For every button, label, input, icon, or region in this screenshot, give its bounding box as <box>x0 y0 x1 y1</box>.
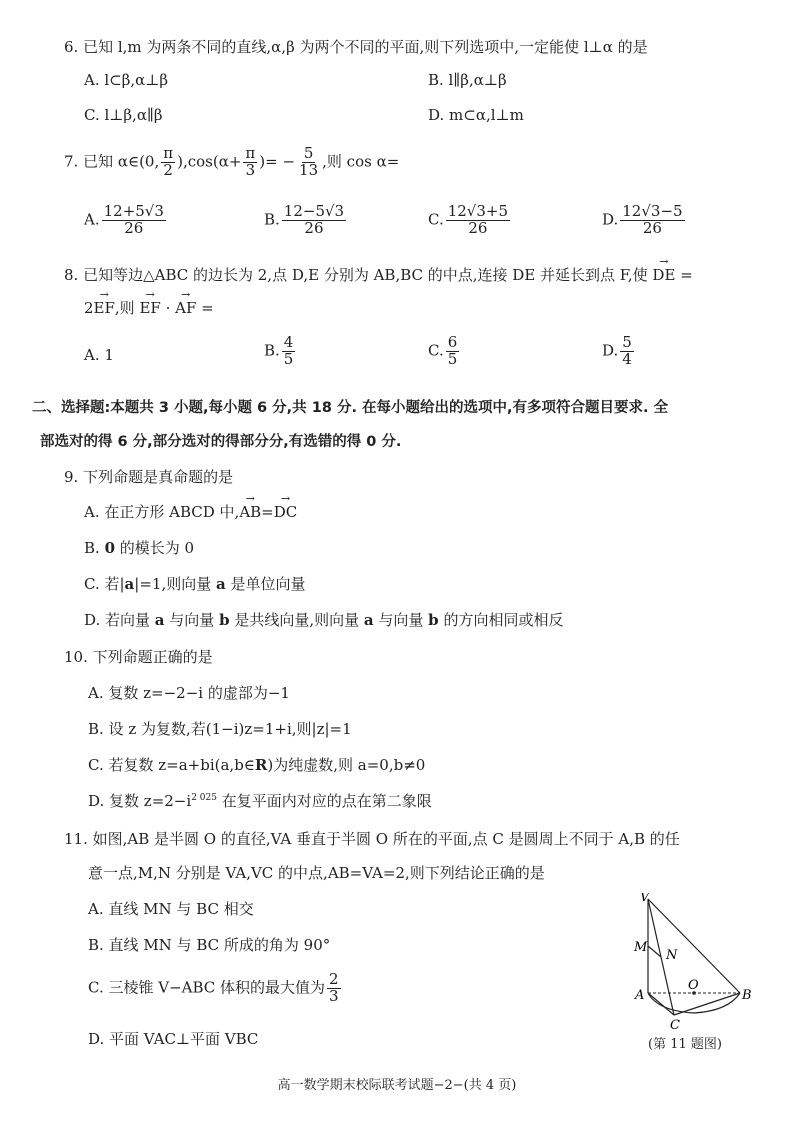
q10-option-d-text: D. 复数 z=2−i <box>88 792 192 810</box>
q10-option-d-text: 在复平面内对应的点在第二象限 <box>216 792 432 810</box>
option-label: D. <box>602 210 619 229</box>
frac-num: π <box>245 144 256 162</box>
q11-option-c <box>88 972 343 1005</box>
q6-option-b: B. l∥β,α⊥β <box>428 71 507 89</box>
q9-stem: 9. 下列命题是真命题的是 <box>64 468 234 486</box>
frac-den: 13 <box>299 160 319 179</box>
q8-option-d-fraction <box>620 335 634 368</box>
frac-den: 3 <box>329 986 339 1005</box>
label-o: O <box>688 978 699 993</box>
q8-option-c-fraction <box>446 335 460 368</box>
q8-stem-part: 8. 已知等边△ABC 的边长为 2,点 D,E 分别为 AB,BC 的中点,连接 DE 并延长到点 F,使 <box>64 266 653 284</box>
q7-option-c <box>428 204 512 237</box>
vector-af: → AF <box>175 299 196 317</box>
q9-option-d-text: 与向量 <box>164 611 220 629</box>
semicircle-arc <box>648 993 740 1013</box>
q7-stem-part: 7. 已知 α∈(0, <box>64 152 160 171</box>
frac-num: 12+5√3 <box>103 202 164 220</box>
q8-stem-part: = <box>675 266 693 284</box>
frac-num: π <box>163 144 174 162</box>
q10-option-a: A. 复数 z=−2−i 的虚部为−1 <box>88 684 290 702</box>
page-footer: 高一数学期末校际联考试题−2−(共 4 页) <box>277 1078 517 1093</box>
q9-option-b-text: B. <box>84 539 105 557</box>
q9-option-c <box>84 573 306 594</box>
q8-stem-line2 <box>84 297 214 318</box>
frac-num: 2 <box>329 970 339 988</box>
q11-stem-line2: 意一点,M,N 分别是 VA,VC 的中点,AB=VA=2,则下列结论正确的是 <box>88 864 545 882</box>
frac-num: 4 <box>283 333 294 351</box>
q10-stem: 10. 下列命题正确的是 <box>64 648 213 666</box>
figure-caption: (第 11 题图) <box>648 1037 722 1052</box>
q10-option-c-text: )为纯虚数,则 a=0,b≠0 <box>267 756 426 774</box>
vector-b: b <box>219 611 230 629</box>
q9-option-c-text: C. 若| <box>84 575 125 593</box>
q9-option-a-text: A. 在正方形 ABCD 中, <box>84 503 240 521</box>
label-b: B <box>742 988 752 1003</box>
q9-option-d-text: 的方向相同或相反 <box>438 611 564 629</box>
q9-option-d-text: D. 若向量 <box>84 611 155 629</box>
q9-option-a <box>84 501 297 522</box>
vector-dc: → DC <box>274 503 298 521</box>
q8-option-b <box>264 335 297 368</box>
q8-stem-line1 <box>64 264 693 285</box>
q7-fraction-pi-3 <box>243 146 257 179</box>
q7-option-b-fraction <box>282 204 346 237</box>
q9-option-b-text: 的模长为 0 <box>115 539 195 557</box>
q10-option-d <box>88 790 432 811</box>
vector-b: b <box>428 611 439 629</box>
frac-den: 2 <box>163 160 173 179</box>
q6-option-d: D. m⊂α,l⊥m <box>428 106 524 124</box>
q9-option-b <box>84 537 194 558</box>
q11-stem-line1: 11. 如图,AB 是半圆 O 的直径,VA 垂直于半圆 O 所在的平面,点 C 是圆周上不同于 A,B 的任 <box>64 830 680 848</box>
vector-a: a <box>215 575 226 593</box>
label-a: A <box>635 988 645 1003</box>
q7-option-a <box>84 204 168 237</box>
q6-option-a: A. l⊂β,α⊥β <box>84 71 169 89</box>
q9-option-d-text: 是共线向量,则向量 <box>229 611 364 629</box>
vector-a: a <box>363 611 374 629</box>
frac-den: 4 <box>622 349 632 368</box>
equals-sign: = <box>261 503 274 521</box>
q10-option-b: B. 设 z 为复数,若(1−i)z=1+i,则|z|=1 <box>88 720 352 738</box>
option-label: C. <box>428 341 444 360</box>
frac-den: 26 <box>468 218 488 237</box>
option-label: D. <box>602 341 619 360</box>
q6-option-c: C. l⊥β,α∥β <box>84 106 163 124</box>
frac-den: 5 <box>283 349 294 368</box>
label-m: M <box>634 940 648 955</box>
q9-option-d-text: 与向量 <box>373 611 429 629</box>
frac-num: 12−5√3 <box>283 202 345 220</box>
q7-option-d <box>602 204 687 237</box>
real-number-set: R <box>254 756 268 774</box>
q11-option-d: D. 平面 VAC⊥平面 VBC <box>88 1030 259 1048</box>
frac-den: 26 <box>124 218 144 237</box>
option-label: C. <box>428 210 444 229</box>
q8-stem-part: · <box>160 299 176 317</box>
frac-den: 26 <box>642 218 662 237</box>
pyramid-diagram <box>618 893 768 1053</box>
q7-fraction-5-13 <box>297 146 320 179</box>
label-n: N <box>666 948 678 963</box>
q7-option-b <box>264 204 348 237</box>
vector-ab: → AB <box>239 503 261 521</box>
vector-a: a <box>124 575 135 593</box>
q10-option-c-text: C. 若复数 z=a+bi(a,b∈ <box>88 756 255 774</box>
q11-option-c-text: C. 三棱锥 V−ABC 体积的最大值为 <box>88 978 326 997</box>
frac-den: 3 <box>245 160 256 179</box>
q8-option-c <box>428 335 461 368</box>
q6-stem: 6. 已知 l,m 为两条不同的直线,α,β 为两个不同的平面,则下列选项中,一定能使 l⊥α 的是 <box>64 38 648 56</box>
frac-num: 12√3−5 <box>622 202 683 220</box>
zero-vector: 0 <box>104 539 115 557</box>
q10-option-c <box>88 754 425 775</box>
q8-option-a: A. 1 <box>84 346 114 364</box>
label-c: C <box>670 1018 680 1033</box>
q8-stem-part: 2 <box>84 299 94 317</box>
frac-num: 12√3+5 <box>447 202 509 220</box>
q8-stem-part: = <box>196 299 214 317</box>
option-label: A. <box>84 210 100 229</box>
q11-option-b: B. 直线 MN 与 BC 所成的角为 90° <box>88 936 331 954</box>
vector-ef: → EF <box>94 299 115 317</box>
q7-stem <box>64 146 399 179</box>
q7-fraction-pi-2 <box>161 146 175 179</box>
vector-ef: → EF <box>139 299 160 317</box>
frac-num: 5 <box>303 144 314 162</box>
q7-option-c-fraction <box>446 204 510 237</box>
q8-stem-part: ,则 <box>114 299 140 317</box>
frac-den: 26 <box>304 218 324 237</box>
vector-a: a <box>154 611 165 629</box>
label-v: V <box>640 893 650 905</box>
q7-stem-part: ),cos(α+ <box>177 152 242 171</box>
section2-heading-line1: 二、选择题:本题共 3 小题,每小题 6 分,共 18 分. 在每小题给出的选项中,有多项符合题目要求. 全 <box>32 400 669 416</box>
exponent: 2 025 <box>191 793 217 803</box>
q9-option-d <box>84 609 563 630</box>
option-label: B. <box>264 210 280 229</box>
vector-de: → DE <box>652 266 675 284</box>
q9-option-c-text: 是单位向量 <box>225 575 306 593</box>
frac-num: 5 <box>622 333 632 351</box>
q7-stem-part: )= − <box>259 152 296 171</box>
q11-figure <box>618 893 768 1053</box>
q8-option-d <box>602 335 636 368</box>
q7-option-d-fraction <box>620 204 684 237</box>
section2-heading-line2: 部选对的得 6 分,部分选对的得部分分,有选错的得 0 分. <box>40 434 402 450</box>
q7-option-a-fraction <box>102 204 166 237</box>
frac-num: 6 <box>447 333 458 351</box>
frac-den: 5 <box>447 349 458 368</box>
q11-option-a: A. 直线 MN 与 BC 相交 <box>88 900 254 918</box>
q11-option-c-fraction <box>327 972 341 1005</box>
option-label: B. <box>264 341 280 360</box>
q9-option-c-text: |=1,则向量 <box>134 575 216 593</box>
q8-option-b-fraction <box>282 335 296 368</box>
q7-stem-part: ,则 cos α= <box>322 152 400 171</box>
